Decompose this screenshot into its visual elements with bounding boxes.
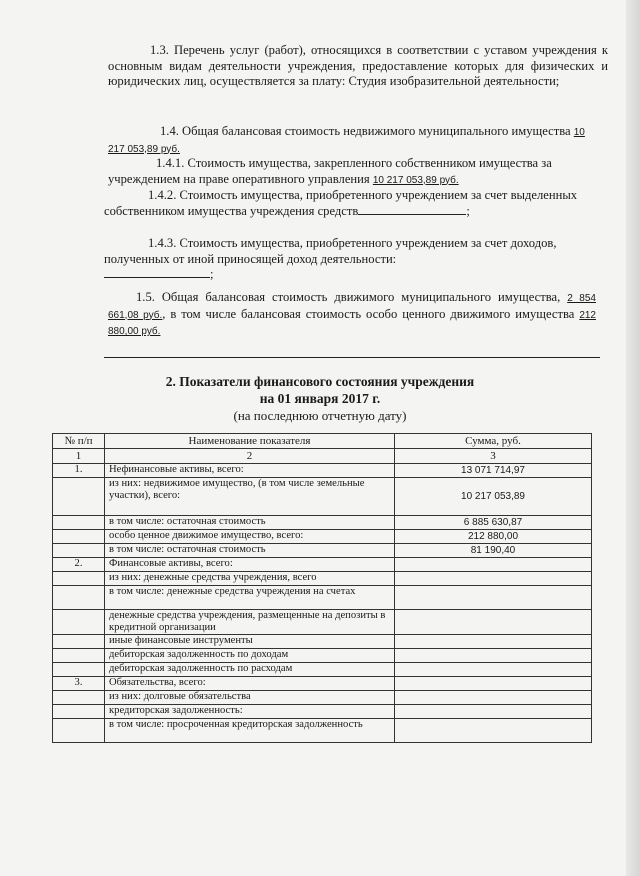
row-number: 3. [53,677,105,691]
row-sum [395,677,592,691]
row-number [53,649,105,663]
row-number [53,705,105,719]
row-number: 1. [53,464,105,478]
paragraph-1-5-value: 2 854 661,08 руб. [108,293,596,321]
paragraph-1-4-3-text: 1.4.3. Стоимость имущества, приобретенного учреждением за счет доходов, полученных от иной приносящей доход деятельности: [104,236,557,266]
table-row [53,586,592,610]
row-sum [395,649,592,663]
table-row [53,558,592,572]
row-name: из них: недвижимое имущество, (в том числе земельные участки), всего: [105,478,395,516]
paragraph-1-4-3-blank [104,267,210,278]
row-number [53,635,105,649]
row-sum: 6 885 630,87 [395,516,592,530]
section-title-line2: на 01 января 2017 г. [259,391,381,406]
row-number [53,719,105,743]
section-subtitle: (на последнюю отчетную дату) [233,408,407,423]
table-row [53,649,592,663]
paragraph-1-4-1-text: 1.4.1. Стоимость имущества, закрепленного собственником имущества за учреждением на праве оперативного управления [108,156,552,186]
table-row [53,572,592,586]
row-number [53,586,105,610]
row-number [53,478,105,516]
header-name: Наименование показателя [105,434,395,449]
paragraph-1-4-3: 1.4.3. Стоимость имущества, приобретенного учреждением за счет доходов, полученных от иной приносящей доход деятельности: ; [104,236,557,281]
table-row [53,691,592,705]
row-name: из них: долговые обязательства [105,691,395,705]
paragraph-1-5 [108,290,596,340]
row-name: в том числе: остаточная стоимость [105,544,395,558]
row-name: в том числе: денежные средства учреждения на счетах [105,586,395,610]
row-sum [395,572,592,586]
header-sum: Сумма, руб. [395,434,592,449]
paragraph-1-4-1-value: 10 217 053,89 руб. [372,174,459,186]
table-row [53,663,592,677]
section-divider [104,357,600,358]
table-row [53,516,592,530]
row-sum [395,635,592,649]
table-row [53,635,592,649]
row-name: Финансовые активы, всего: [105,558,395,572]
row-name: дебиторская задолженность по расходам [105,663,395,677]
row-sum [395,663,592,677]
section-title-line1: 2. Показатели финансового состояния учреждения [165,374,475,389]
table-header-row [53,434,592,449]
row-sum: 212 880,00 [395,530,592,544]
row-name: денежные средства учреждения, размещенные на депозиты в кредитной организации [105,610,395,635]
row-number [53,530,105,544]
row-name: Обязательства, всего: [105,677,395,691]
row-number: 2. [53,558,105,572]
row-number [53,691,105,705]
paragraph-1-5-text2: , в том числе балансовая стоимость особо ценного движимого имущества [162,306,575,321]
row-name: особо ценное движимое имущество, всего: [105,530,395,544]
col-number-1: 1 [53,449,105,464]
row-sum [395,610,592,635]
table-row [53,530,592,544]
row-number [53,516,105,530]
paragraph-1-4-2: 1.4.2. Стоимость имущества, приобретенного учреждением за счет выделенных собственником имущества учреждения средств ; [104,188,578,218]
row-name: Нефинансовые активы, всего: [105,464,395,478]
paragraph-1-4-text: 1.4. Общая балансовая стоимость недвижимого муниципального имущества [160,124,571,138]
row-number [53,544,105,558]
paragraph-1-4 [108,124,588,157]
table-row [53,610,592,635]
row-sum: 81 190,40 [395,544,592,558]
table-row [53,478,592,516]
row-number [53,572,105,586]
row-sum: 10 217 053,89 [395,478,592,516]
financial-indicators-table [52,433,592,743]
row-sum [395,586,592,610]
paragraph-1-3: 1.3. Перечень услуг (работ), относящихся в соответствии с уставом учреждения к основным видам деятельности учреждения, предоставление которых для физических и юридических лиц, осуществляется за плату: Студия изобразительной деятельности; [108,43,608,88]
col-number-2: 2 [105,449,395,464]
row-number [53,610,105,635]
row-number [53,663,105,677]
paragraph-1-4-value: 10 217 053,89 руб. [108,127,585,155]
row-sum: 13 071 714,97 [395,464,592,478]
row-name: в том числе: остаточная стоимость [105,516,395,530]
header-number: № п/п [53,434,105,449]
table-row [53,705,592,719]
table-row [53,677,592,691]
row-sum [395,719,592,743]
row-name: кредиторская задолженность: [105,705,395,719]
row-sum [395,558,592,572]
table-row [53,544,592,558]
table-column-numbers-row [53,449,592,464]
page-edge [626,0,640,876]
paragraph-1-5-text: 1.5. Общая балансовая стоимость движимого муниципального имущества, [136,290,561,304]
table-row [53,464,592,478]
col-number-3: 3 [395,449,592,464]
row-name: из них: денежные средства учреждения, всего [105,572,395,586]
table-row [53,719,592,743]
paragraph-1-5-value2: 212 880,00 руб. [108,309,596,337]
paragraph-1-4-1 [108,156,598,188]
row-sum [395,691,592,705]
paragraph-1-4-2-blank [358,204,466,215]
row-name: в том числе: просроченная кредиторская задолженность [105,719,395,743]
row-name: иные финансовые инструменты [105,635,395,649]
paragraph-1-4-2-text: 1.4.2. Стоимость имущества, приобретенного учреждением за счет выделенных собственником имущества учреждения средств [104,188,578,218]
row-sum [395,705,592,719]
row-name: дебиторская задолженность по доходам [105,649,395,663]
